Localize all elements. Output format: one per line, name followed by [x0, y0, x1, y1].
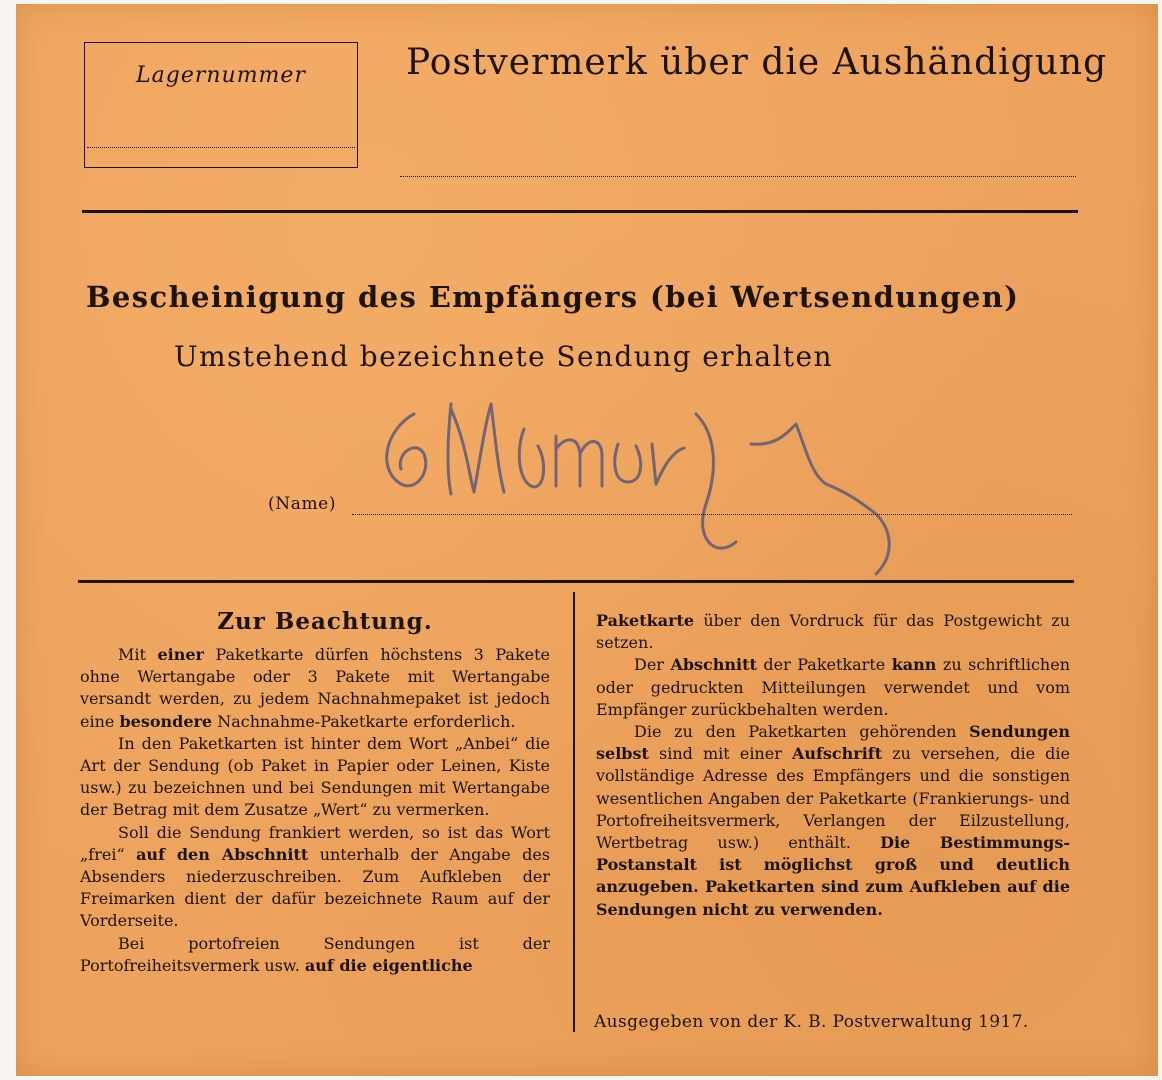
certificate-statement: Umstehend bezeichnete Sendung erhalten	[174, 340, 833, 373]
notes-heading: Zur Beachtung.	[217, 608, 433, 635]
notes-text: zu schriftlichen oder gedruckten Mitteilungen verwendet und vom Empfänger zurückbehalten werden.	[596, 655, 1070, 719]
notes-text: über den Vordruck für das Postgewicht zu setzen.	[596, 611, 1070, 653]
parcel-card-back	[16, 4, 1158, 1076]
notes-text: Der	[634, 655, 671, 675]
name-label: (Name)	[268, 494, 337, 514]
issuer-line: Ausgegeben von der K. B. Postverwaltung 1917.	[594, 1012, 1029, 1032]
notes-paragraph	[596, 654, 1070, 721]
notes-emphasis: auf die eigentliche	[304, 955, 473, 975]
section-divider	[82, 210, 1078, 213]
notes-paragraph	[80, 933, 550, 977]
notes-text: der Paketkarte	[756, 655, 892, 675]
notes-text: Mit	[118, 645, 158, 664]
storage-number-label: Lagernummer	[136, 63, 306, 88]
notes-emphasis: Abschnitt	[670, 655, 757, 675]
post-note-title: Postvermerk über die Aushändigung	[406, 42, 1108, 83]
notes-right-column	[596, 610, 1070, 921]
notes-emphasis: kann	[891, 655, 937, 675]
notes-emphasis: auf den Abschnitt	[136, 844, 309, 864]
storage-number-box	[84, 42, 358, 168]
notes-paragraph	[596, 721, 1070, 921]
notes-text: unterhalb der Angabe des Absenders niederzuschreiben. Zum Aufkleben der Freimarken dient der dafür bezeichnete Raum auf der Vorderseite.	[80, 844, 550, 931]
notes-paragraph	[596, 610, 1070, 654]
column-divider	[573, 592, 575, 1032]
post-note-dotted-line	[400, 176, 1076, 177]
notes-text: Paketkarte dürfen höchstens 3 Pakete ohne Wertangabe oder 3 Pakete mit Wertangabe versandt werden, zu jedem Nachnahmepaket ist jedoch eine	[80, 645, 551, 731]
notes-paragraph	[80, 822, 550, 933]
certificate-heading: Bescheinigung des Empfängers (bei Wertsendungen)	[86, 280, 1020, 314]
section-divider	[78, 580, 1074, 583]
notes-text: Nachnahme-Paketkarte erforderlich.	[212, 711, 516, 731]
notes-text: zu versehen, die die vollständige Adresse des Empfängers und die sonstigen wesentlichen Angaben der Paketkarte (Frankierungs- und Portofreiheitsvermerk, Verlangen der Eilzustellung, Wertbetrag usw.) enthält.	[596, 744, 1070, 853]
name-dotted-line	[352, 514, 1072, 515]
handwritten-signature	[356, 374, 916, 594]
notes-text: Bei portofreien Sendungen ist der Portofreiheitsvermerk usw.	[80, 933, 550, 975]
notes-emphasis: Aufschrift	[791, 744, 883, 764]
notes-left-column	[80, 644, 550, 977]
notes-paragraph: In den Paketkarten ist hinter dem Wort „Anbei“ die Art der Sendung (ob Paket in Papier oder Leinen, Kiste usw.) zu bezeichnen und bei Sendungen mit Wertangabe der Betrag mit dem Zusatze „Wert“ zu vermerken.	[80, 733, 550, 820]
notes-emphasis: Sendungen selbst	[596, 722, 1070, 764]
notes-emphasis: Die Bestimmungs-Postanstalt ist möglichst groß und deutlich anzugeben. Paketkarten sind zum Aufkleben auf die Sendungen nicht zu verwenden.	[596, 833, 1070, 919]
storage-number-dotted-line	[87, 147, 355, 148]
notes-text: Die zu den Paketkarten gehörenden	[634, 722, 970, 742]
notes-emphasis: einer	[157, 645, 204, 664]
notes-emphasis: besondere	[119, 711, 213, 731]
notes-text: sind mit einer	[648, 744, 792, 764]
notes-paragraph	[80, 644, 550, 733]
notes-text: Soll die Sendung frankiert werden, so ist das Wort „frei“	[80, 822, 550, 864]
notes-emphasis: Paketkarte	[596, 611, 695, 630]
